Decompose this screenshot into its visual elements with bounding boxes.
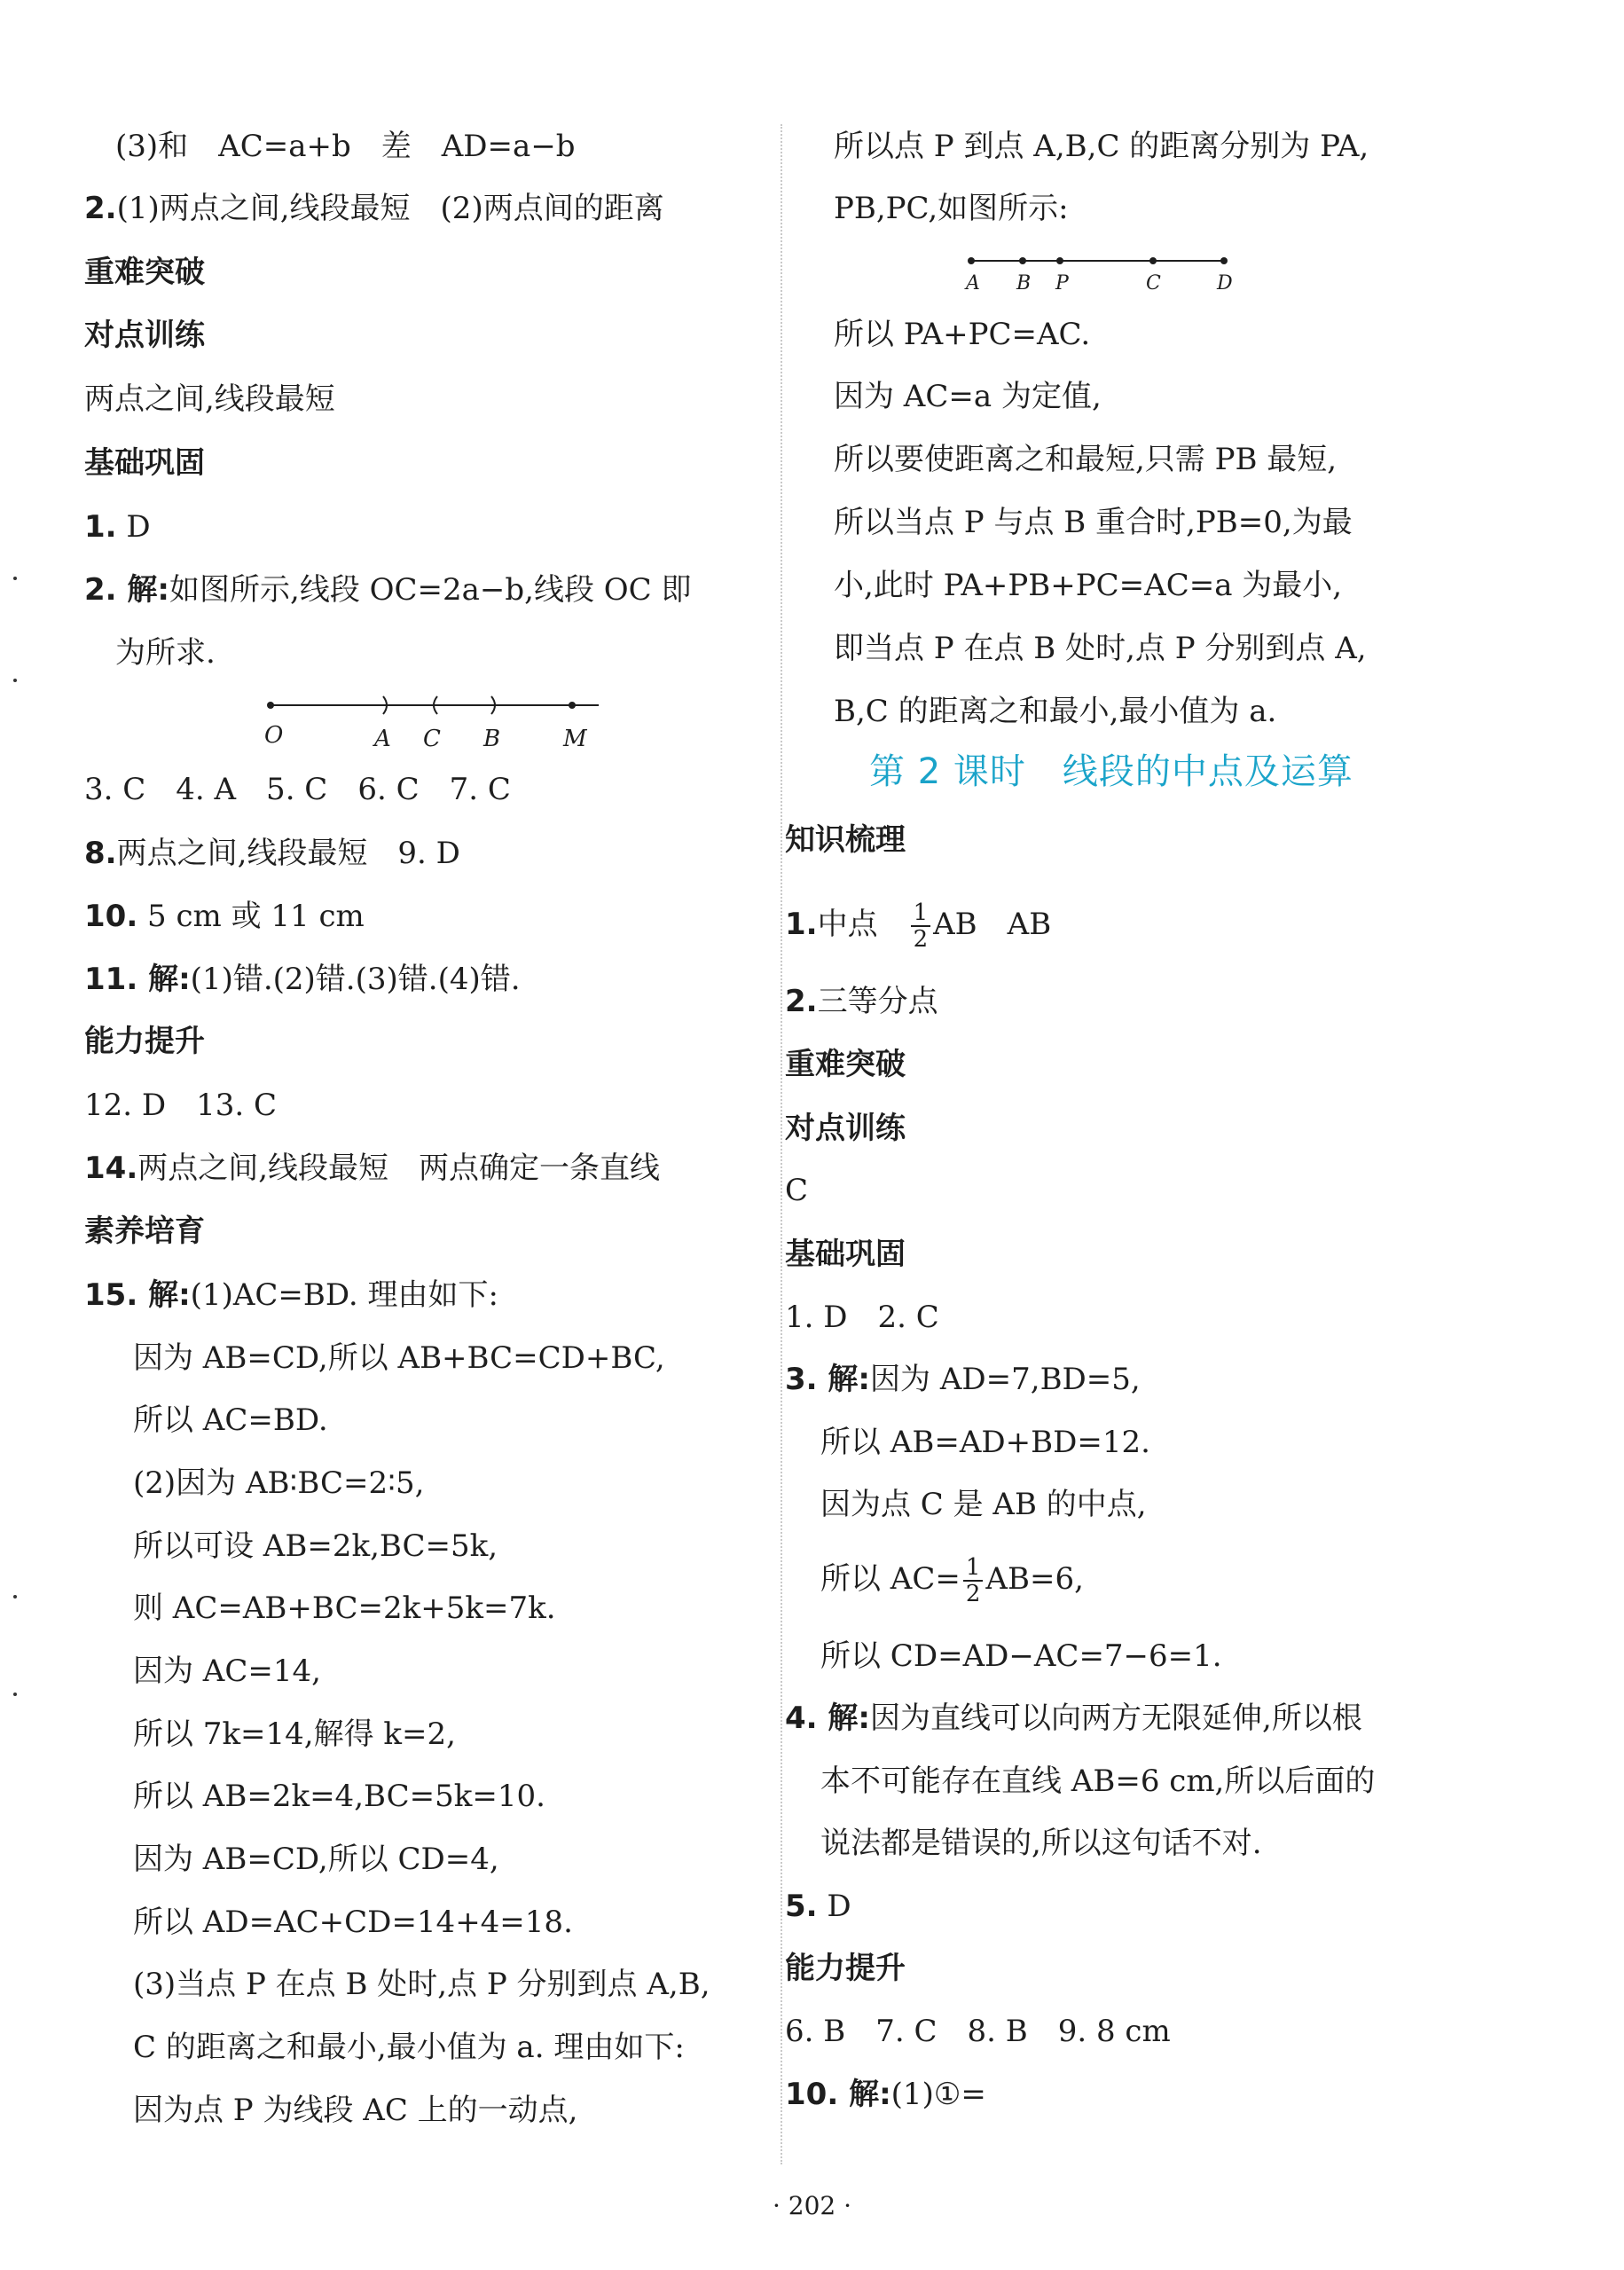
point-label: A [374, 726, 391, 752]
answer-text: D [126, 509, 151, 545]
section-heading: 基础巩固 [84, 445, 205, 481]
answer-line: 则 AC=AB+BC=2k+5k=7k. [133, 1591, 556, 1626]
answer-line [84, 189, 664, 228]
answer-line: (3)和 AC=a+b 差 AD=a−b [115, 129, 576, 164]
item-number: 14. [84, 1151, 138, 1186]
lesson-title: 第 2 课时 线段的中点及运算 [869, 751, 1353, 792]
answer-line: 小,此时 PA+PB+PC=AC=a 为最小, [834, 568, 1343, 603]
point-label: P [1055, 272, 1069, 295]
section-heading: 能力提升 [785, 1951, 906, 1986]
answer-line: 因为 AB=CD,所以 AB+BC=CD+BC, [133, 1340, 665, 1376]
answer-line: 所以可设 AB=2k,BC=5k, [133, 1528, 498, 1564]
answer-text: 如图所示,线段 OC=2a−b,线段 OC 即 [169, 572, 692, 608]
answer-line: 所以 CD=AD−AC=7−6=1. [820, 1638, 1222, 1674]
answer-line [785, 900, 1051, 952]
answer-line: 即当点 P 在点 B 处时,点 P 分别到点 A, [834, 631, 1367, 666]
item-number: 2. [84, 191, 117, 226]
answer-line [84, 1149, 660, 1188]
answer-text: 两点之间,线段最短 9. D [116, 836, 460, 871]
answer-line [84, 507, 151, 546]
subsection-heading: 对点训练 [84, 318, 205, 353]
subsection-heading: 对点训练 [785, 1111, 906, 1146]
answer-text: D [827, 1889, 851, 1924]
answer-line [785, 982, 938, 1021]
item-number: 5. [785, 1889, 818, 1924]
section-heading: 素养培育 [84, 1214, 205, 1249]
item-number: 1. [785, 907, 818, 942]
answer-line [84, 960, 521, 999]
answer-text: 因为直线可以向两方无限延伸,所以根 [870, 1701, 1362, 1736]
answer-line: 本不可能存在直线 AB=6 cm,所以后面的 [820, 1763, 1376, 1799]
answer-line [84, 897, 365, 936]
section-heading: 重难突破 [84, 255, 205, 290]
answer-line [785, 1699, 1362, 1738]
answer-line: 因为 AC=a 为定值, [834, 379, 1102, 414]
answer-line: 3. C 4. A 5. C 6. C 7. C [84, 772, 511, 807]
answer-line: PB,PC,如图所示: [834, 191, 1069, 226]
scan-mark [13, 577, 17, 580]
answer-line: 所以要使距离之和最短,只需 PB 最短, [834, 442, 1338, 477]
item-number: 11. 解: [84, 962, 191, 997]
point-label: B [483, 726, 501, 752]
point-label: B [1016, 272, 1032, 295]
answer-line [84, 570, 691, 609]
section-heading: 能力提升 [84, 1024, 205, 1059]
point-label: A [966, 272, 980, 295]
answer-line: 所以 7k=14,解得 k=2, [133, 1716, 456, 1752]
answer-text: (1)错.(2)错.(3)错.(4)错. [190, 962, 521, 997]
page-number: · 202 · [772, 2191, 852, 2220]
answer-line: 12. D 13. C [84, 1088, 278, 1123]
answer-line [785, 1360, 1141, 1399]
answer-line [820, 1555, 1084, 1606]
scan-mark [13, 679, 17, 682]
item-number: 4. 解: [785, 1701, 871, 1736]
answer-text: (1)AC=BD. 理由如下: [190, 1277, 498, 1313]
item-number: 8. [84, 836, 117, 871]
answer-text: 两点之间,线段最短 两点确定一条直线 [137, 1151, 661, 1186]
section-heading: 基础巩固 [785, 1237, 906, 1272]
answer-line: 所以 AC=BD. [133, 1402, 328, 1438]
item-number: 15. 解: [84, 1277, 191, 1313]
answer-line: 两点之间,线段最短 [84, 381, 335, 417]
answer-line: 所以当点 P 与点 B 重合时,PB=0,为最 [834, 505, 1353, 540]
answer-line: 所以 PA+PC=AC. [834, 317, 1091, 352]
answer-line: 所以点 P 到点 A,B,C 的距离分别为 PA, [834, 129, 1369, 164]
answer-line: 6. B 7. C 8. B 9. 8 cm [785, 2014, 1171, 2049]
answer-line [785, 2075, 986, 2114]
point-label: O [264, 722, 284, 749]
answer-text: AB AB [933, 907, 1052, 942]
answer-line [785, 1887, 851, 1926]
answer-text: (1)①= [890, 2077, 986, 2112]
fraction: $\frac{1}{2}$ [963, 1555, 984, 1606]
answer-line: 所以 AD=AC+CD=14+4=18. [133, 1905, 573, 1940]
answer-text: 因为 AD=7,BD=5, [870, 1362, 1141, 1397]
segment-figure-oc [257, 687, 612, 758]
segment-figure-ad [958, 248, 1242, 302]
answer-text: (1)两点之间,线段最短 (2)两点间的距离 [116, 191, 664, 226]
answer-line: 因为点 C 是 AB 的中点, [820, 1487, 1147, 1522]
item-number: 2. 解: [84, 572, 170, 608]
answer-text: 5 cm 或 11 cm [147, 899, 365, 934]
answer-line: 因为 AC=14, [133, 1653, 321, 1689]
answer-line: 为所求. [115, 635, 216, 671]
item-number: 1. [84, 509, 117, 545]
answer-text: 所以 AC= [820, 1561, 961, 1597]
point-label: C [1146, 272, 1161, 295]
answer-line [84, 1276, 498, 1315]
answer-line: C 的距离之和最小,最小值为 a. 理由如下: [133, 2030, 685, 2065]
point-label: M [563, 726, 587, 752]
answer-line [84, 834, 460, 873]
scan-mark [13, 1693, 17, 1696]
point-label: D [1217, 272, 1233, 295]
column-divider [781, 124, 782, 2164]
item-number: 10. [84, 899, 138, 934]
answer-text: AB=6, [985, 1561, 1084, 1597]
answer-line: 1. D 2. C [785, 1300, 939, 1335]
answer-line: B,C 的距离之和最小,最小值为 a. [834, 694, 1277, 729]
item-number: 3. 解: [785, 1362, 871, 1397]
answer-line: 说法都是错误的,所以这句话不对. [820, 1826, 1262, 1861]
item-number: 2. [785, 984, 818, 1019]
section-heading: 知识梳理 [785, 822, 906, 858]
answer-text: 三等分点 [817, 984, 938, 1019]
answer-line: 所以 AB=2k=4,BC=5k=10. [133, 1779, 545, 1814]
section-heading: 重难突破 [785, 1047, 906, 1082]
point-label: C [423, 726, 441, 752]
answer-line: 所以 AB=AD+BD=12. [820, 1425, 1150, 1460]
item-number: 10. 解: [785, 2077, 891, 2112]
answer-line: (2)因为 AB∶BC=2∶5, [133, 1465, 425, 1501]
answer-line: 因为点 P 为线段 AC 上的一动点, [133, 2093, 578, 2128]
answer-line: (3)当点 P 在点 B 处时,点 P 分别到点 A,B, [133, 1967, 710, 2002]
answer-text: 中点 [817, 907, 878, 942]
answer-line: C [785, 1173, 809, 1208]
scan-mark [13, 1595, 17, 1598]
fraction: $\frac{1}{2}$ [911, 900, 931, 952]
answer-line: 因为 AB=CD,所以 CD=4, [133, 1842, 499, 1877]
